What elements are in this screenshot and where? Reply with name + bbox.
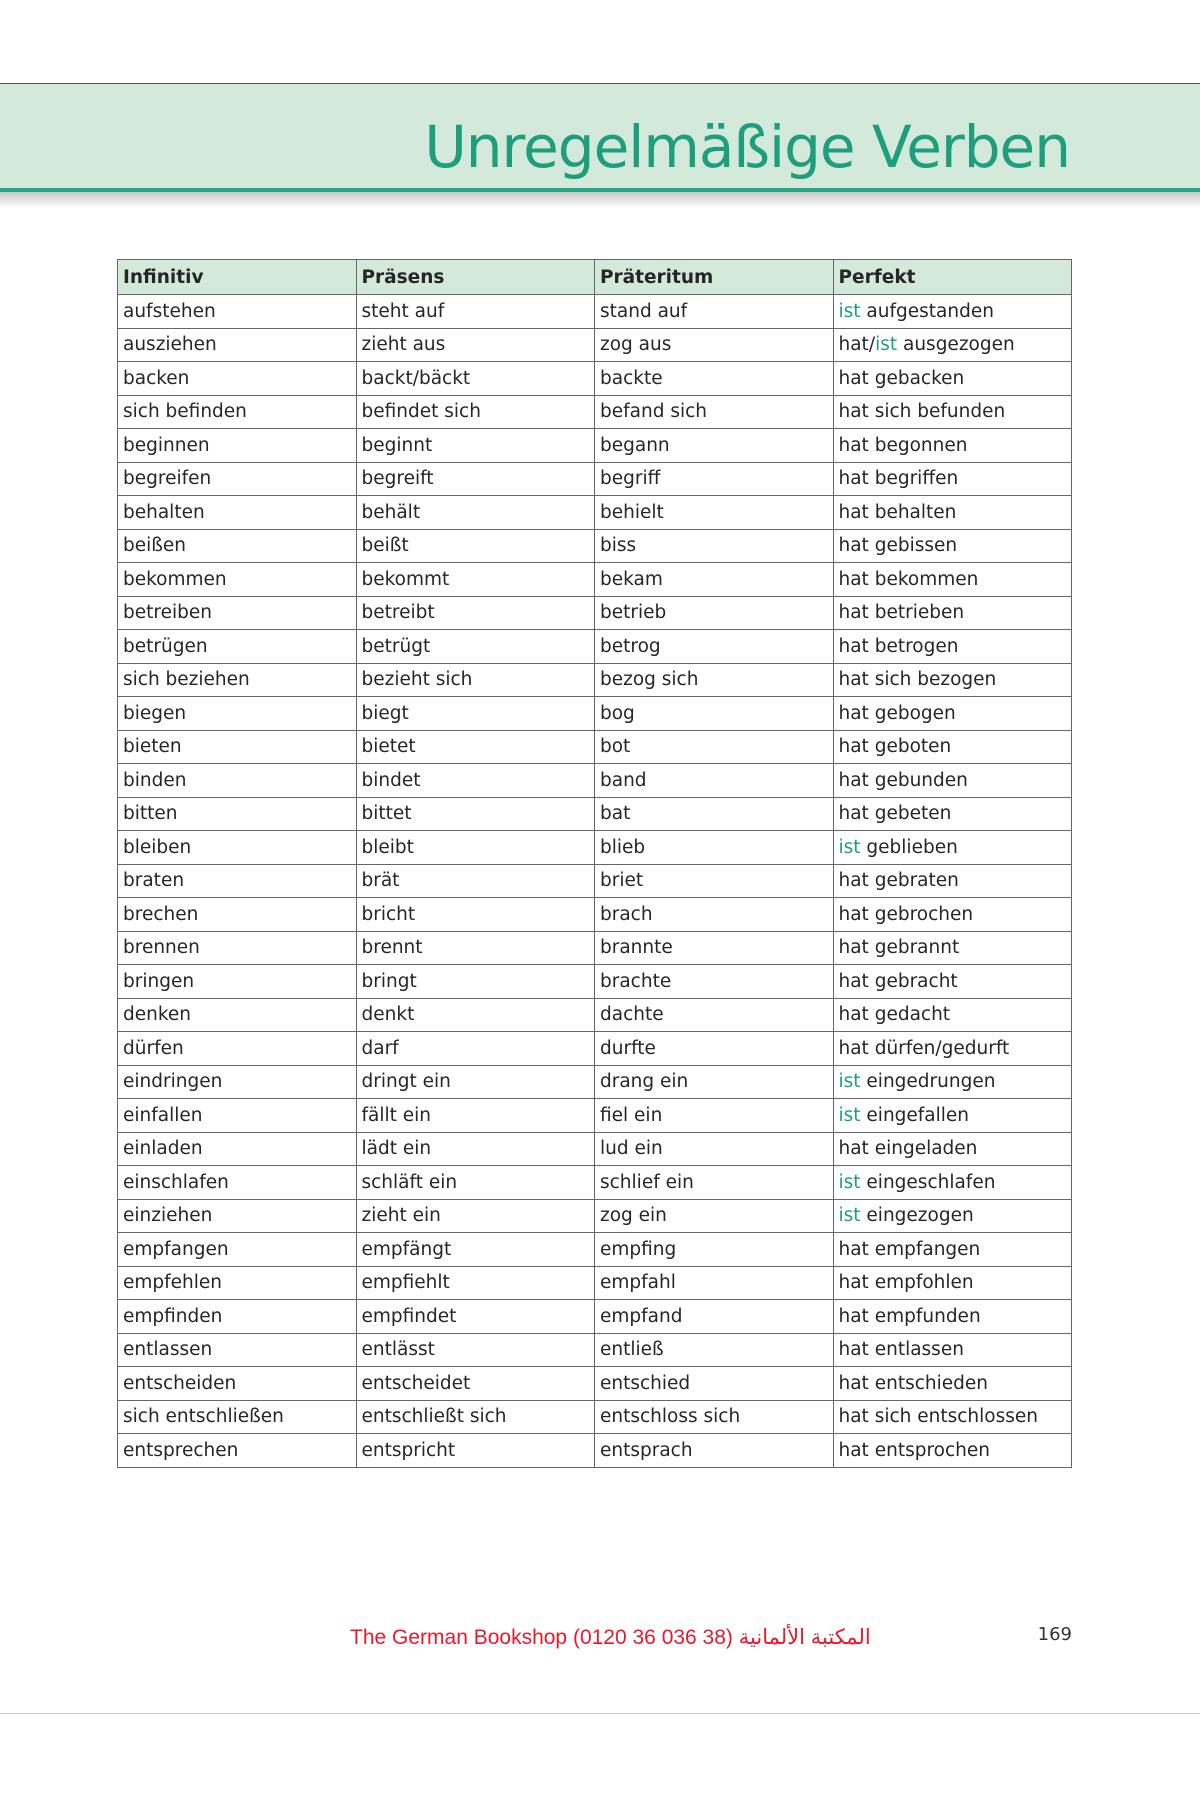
perfekt-auxiliary: hat	[838, 1272, 869, 1294]
bottom-rule	[0, 1713, 1200, 1714]
cell-praesens: denkt	[356, 998, 595, 1032]
cell-praesens: bringt	[356, 965, 595, 999]
cell-perfekt	[833, 462, 1072, 496]
cell-praeteritum: stand auf	[595, 295, 834, 329]
cell-praeteritum: behielt	[595, 496, 834, 530]
table-row	[118, 429, 1072, 463]
table-row	[118, 1132, 1072, 1166]
cell-perfekt	[833, 864, 1072, 898]
cell-praesens: bekommt	[356, 563, 595, 597]
table-row	[118, 1065, 1072, 1099]
cell-praesens: schläft ein	[356, 1166, 595, 1200]
cell-praeteritum: empfahl	[595, 1266, 834, 1300]
cell-praesens: brät	[356, 864, 595, 898]
cell-infinitiv: brennen	[118, 931, 357, 965]
cell-perfekt	[833, 797, 1072, 831]
perfekt-participle: gebacken	[868, 367, 965, 389]
perfekt-auxiliary: hat	[838, 568, 869, 590]
cell-infinitiv: betreiben	[118, 596, 357, 630]
cell-praeteritum: bekam	[595, 563, 834, 597]
cell-praesens: bindet	[356, 764, 595, 798]
perfekt-auxiliary: hat	[838, 401, 869, 423]
perfekt-participle: dürfen/gedurft	[868, 1037, 1010, 1059]
cell-infinitiv: sich beziehen	[118, 663, 357, 697]
perfekt-participle: aufgestanden	[860, 300, 994, 322]
table-row	[118, 1166, 1072, 1200]
cell-perfekt	[833, 529, 1072, 563]
verb-table-body	[118, 295, 1072, 1468]
perfekt-participle: geboten	[868, 736, 952, 758]
cell-praesens: beginnt	[356, 429, 595, 463]
perfekt-participle: eingezogen	[860, 1205, 974, 1227]
perfekt-auxiliary: hat	[838, 1372, 869, 1394]
cell-praeteritum: bog	[595, 697, 834, 731]
perfekt-auxiliary: hat	[838, 635, 869, 657]
cell-praeteritum: biss	[595, 529, 834, 563]
cell-infinitiv: eindringen	[118, 1065, 357, 1099]
cell-praeteritum: entschloss sich	[595, 1400, 834, 1434]
cell-praeteritum: blieb	[595, 831, 834, 865]
cell-praesens: bietet	[356, 730, 595, 764]
cell-praeteritum: drang ein	[595, 1065, 834, 1099]
table-row	[118, 764, 1072, 798]
table-row	[118, 1199, 1072, 1233]
perfekt-auxiliary: hat	[838, 468, 869, 490]
perfekt-participle: entlassen	[868, 1339, 964, 1361]
perfekt-participle: gebeten	[868, 803, 952, 825]
cell-praeteritum: fiel ein	[595, 1099, 834, 1133]
cell-infinitiv: ausziehen	[118, 328, 357, 362]
perfekt-participle: gebrannt	[868, 937, 960, 959]
perfekt-participle: geblieben	[860, 836, 958, 858]
cell-praeteritum: begann	[595, 429, 834, 463]
cell-praeteritum: bat	[595, 797, 834, 831]
cell-infinitiv: biegen	[118, 697, 357, 731]
title-shadow	[0, 192, 1200, 208]
cell-infinitiv: empfehlen	[118, 1266, 357, 1300]
perfekt-participle: bekommen	[868, 568, 979, 590]
page-title: Unregelmäßige Verben	[424, 113, 1070, 181]
table-row	[118, 864, 1072, 898]
cell-infinitiv: begreifen	[118, 462, 357, 496]
table-row	[118, 931, 1072, 965]
perfekt-participle: gebrochen	[868, 903, 974, 925]
table-row	[118, 529, 1072, 563]
perfekt-participle: gebunden	[868, 769, 968, 791]
cell-praesens: entlässt	[356, 1333, 595, 1367]
table-row	[118, 395, 1072, 429]
cell-perfekt	[833, 764, 1072, 798]
cell-infinitiv: betrügen	[118, 630, 357, 664]
perfekt-auxiliary-ist: ist	[838, 836, 861, 858]
cell-praesens: betreibt	[356, 596, 595, 630]
header-row	[118, 260, 1072, 295]
cell-praeteritum: brachte	[595, 965, 834, 999]
perfekt-participle: empfohlen	[868, 1272, 974, 1294]
perfekt-participle: eingefallen	[860, 1104, 970, 1126]
perfekt-participle: eingeschlafen	[860, 1171, 996, 1193]
cell-perfekt	[833, 1099, 1072, 1133]
perfekt-participle: behalten	[868, 501, 957, 523]
perfekt-auxiliary: hat/	[838, 334, 876, 356]
cell-infinitiv: empfinden	[118, 1300, 357, 1334]
table-row	[118, 898, 1072, 932]
perfekt-auxiliary: hat	[838, 1406, 869, 1428]
cell-infinitiv: entscheiden	[118, 1367, 357, 1401]
cell-praesens: betrügt	[356, 630, 595, 664]
cell-perfekt	[833, 831, 1072, 865]
perfekt-participle: sich bezogen	[868, 669, 997, 691]
table-row	[118, 496, 1072, 530]
cell-praesens: empfiehlt	[356, 1266, 595, 1300]
cell-perfekt	[833, 295, 1072, 329]
perfekt-auxiliary: hat	[838, 1339, 869, 1361]
perfekt-auxiliary: hat	[838, 937, 869, 959]
cell-praeteritum: zog aus	[595, 328, 834, 362]
cell-infinitiv: dürfen	[118, 1032, 357, 1066]
table-row	[118, 295, 1072, 329]
perfekt-auxiliary: hat	[838, 501, 869, 523]
table-row	[118, 1434, 1072, 1468]
cell-infinitiv: bieten	[118, 730, 357, 764]
cell-praeteritum: betrog	[595, 630, 834, 664]
cell-perfekt	[833, 1132, 1072, 1166]
cell-praeteritum: zog ein	[595, 1199, 834, 1233]
cell-perfekt	[833, 1333, 1072, 1367]
cell-perfekt	[833, 1166, 1072, 1200]
table-row	[118, 362, 1072, 396]
cell-praesens: bleibt	[356, 831, 595, 865]
cell-infinitiv: backen	[118, 362, 357, 396]
perfekt-auxiliary-ist: ist	[875, 334, 898, 356]
cell-perfekt	[833, 362, 1072, 396]
perfekt-auxiliary: hat	[838, 1037, 869, 1059]
table-row	[118, 462, 1072, 496]
cell-infinitiv: einschlafen	[118, 1166, 357, 1200]
perfekt-auxiliary: hat	[838, 1305, 869, 1327]
table-row	[118, 965, 1072, 999]
header-praeteritum: Präteritum	[595, 260, 834, 295]
perfekt-auxiliary: hat	[838, 903, 869, 925]
perfekt-participle: ausgezogen	[897, 334, 1015, 356]
cell-praesens: steht auf	[356, 295, 595, 329]
cell-perfekt	[833, 1400, 1072, 1434]
cell-infinitiv: behalten	[118, 496, 357, 530]
cell-praesens: empfängt	[356, 1233, 595, 1267]
cell-praeteritum: entließ	[595, 1333, 834, 1367]
cell-praeteritum: backte	[595, 362, 834, 396]
perfekt-auxiliary: hat	[838, 1439, 869, 1461]
table-row	[118, 663, 1072, 697]
perfekt-participle: betrieben	[868, 602, 965, 624]
table-row	[118, 797, 1072, 831]
cell-perfekt	[833, 1199, 1072, 1233]
perfekt-auxiliary: hat	[838, 736, 869, 758]
cell-praesens: lädt ein	[356, 1132, 595, 1166]
cell-perfekt	[833, 429, 1072, 463]
cell-perfekt	[833, 730, 1072, 764]
perfekt-auxiliary: hat	[838, 434, 869, 456]
cell-perfekt	[833, 395, 1072, 429]
perfekt-participle: begonnen	[868, 434, 968, 456]
cell-perfekt	[833, 496, 1072, 530]
cell-infinitiv: empfangen	[118, 1233, 357, 1267]
cell-perfekt	[833, 965, 1072, 999]
perfekt-auxiliary: hat	[838, 702, 869, 724]
perfekt-participle: empfangen	[868, 1238, 981, 1260]
cell-praeteritum: empfing	[595, 1233, 834, 1267]
cell-praeteritum: empfand	[595, 1300, 834, 1334]
perfekt-participle: sich entschlossen	[868, 1406, 1039, 1428]
cell-perfekt	[833, 596, 1072, 630]
perfekt-participle: eingedrungen	[860, 1071, 996, 1093]
cell-perfekt	[833, 697, 1072, 731]
table-row	[118, 730, 1072, 764]
perfekt-participle: entsprochen	[868, 1439, 990, 1461]
perfekt-participle: gebracht	[868, 970, 958, 992]
perfekt-auxiliary: hat	[838, 602, 869, 624]
cell-infinitiv: binden	[118, 764, 357, 798]
cell-infinitiv: bringen	[118, 965, 357, 999]
perfekt-auxiliary: hat	[838, 535, 869, 557]
cell-perfekt	[833, 1032, 1072, 1066]
cell-perfekt	[833, 1233, 1072, 1267]
cell-perfekt	[833, 1300, 1072, 1334]
table-row	[118, 1367, 1072, 1401]
cell-praesens: empfindet	[356, 1300, 595, 1334]
header-praesens: Präsens	[356, 260, 595, 295]
cell-infinitiv: bitten	[118, 797, 357, 831]
perfekt-participle: entschieden	[868, 1372, 988, 1394]
page-number: 169	[1037, 1624, 1072, 1645]
perfekt-auxiliary: hat	[838, 669, 869, 691]
cell-praesens: biegt	[356, 697, 595, 731]
cell-praesens: entscheidet	[356, 1367, 595, 1401]
perfekt-auxiliary: hat	[838, 803, 869, 825]
cell-praesens: entschließt sich	[356, 1400, 595, 1434]
header-infinitiv: Infinitiv	[118, 260, 357, 295]
verb-table-header	[118, 260, 1072, 295]
cell-praeteritum: lud ein	[595, 1132, 834, 1166]
perfekt-auxiliary-ist: ist	[838, 1171, 861, 1193]
cell-infinitiv: entlassen	[118, 1333, 357, 1367]
table-row	[118, 1400, 1072, 1434]
cell-praeteritum: begriff	[595, 462, 834, 496]
cell-praeteritum: dachte	[595, 998, 834, 1032]
perfekt-auxiliary-ist: ist	[838, 1205, 861, 1227]
perfekt-auxiliary: hat	[838, 1004, 869, 1026]
cell-praeteritum: durfte	[595, 1032, 834, 1066]
cell-praeteritum: entschied	[595, 1367, 834, 1401]
cell-perfekt	[833, 328, 1072, 362]
perfekt-auxiliary: hat	[838, 367, 869, 389]
cell-perfekt	[833, 1065, 1072, 1099]
cell-praesens: backt/bäckt	[356, 362, 595, 396]
cell-infinitiv: beißen	[118, 529, 357, 563]
cell-infinitiv: denken	[118, 998, 357, 1032]
cell-praesens: zieht ein	[356, 1199, 595, 1233]
cell-praeteritum: brannte	[595, 931, 834, 965]
cell-infinitiv: beginnen	[118, 429, 357, 463]
cell-praesens: darf	[356, 1032, 595, 1066]
perfekt-auxiliary-ist: ist	[838, 1104, 861, 1126]
perfekt-participle: sich befunden	[868, 401, 1006, 423]
perfekt-participle: eingeladen	[868, 1138, 978, 1160]
cell-praesens: entspricht	[356, 1434, 595, 1468]
perfekt-auxiliary: hat	[838, 970, 869, 992]
table-row	[118, 1233, 1072, 1267]
cell-praesens: dringt ein	[356, 1065, 595, 1099]
cell-perfekt	[833, 630, 1072, 664]
table-row	[118, 697, 1072, 731]
perfekt-participle: betrogen	[868, 635, 959, 657]
perfekt-auxiliary: hat	[838, 870, 869, 892]
perfekt-participle: gebogen	[868, 702, 956, 724]
header-perfekt: Perfekt	[833, 260, 1072, 295]
cell-perfekt	[833, 1367, 1072, 1401]
cell-praesens: bricht	[356, 898, 595, 932]
table-row	[118, 1300, 1072, 1334]
perfekt-participle: empfunden	[868, 1305, 981, 1327]
table-row	[118, 1333, 1072, 1367]
cell-infinitiv: aufstehen	[118, 295, 357, 329]
cell-praeteritum: brach	[595, 898, 834, 932]
cell-infinitiv: entsprechen	[118, 1434, 357, 1468]
cell-perfekt	[833, 1434, 1072, 1468]
cell-praeteritum: bot	[595, 730, 834, 764]
cell-perfekt	[833, 563, 1072, 597]
footer-shop-text: The German Bookshop (0120 36 036 38) المكتبة الألمانية	[350, 1626, 871, 1649]
table-row	[118, 998, 1072, 1032]
cell-praeteritum: schlief ein	[595, 1166, 834, 1200]
cell-infinitiv: bekommen	[118, 563, 357, 597]
cell-praesens: begreift	[356, 462, 595, 496]
cell-perfekt	[833, 898, 1072, 932]
perfekt-auxiliary: hat	[838, 769, 869, 791]
cell-perfekt	[833, 998, 1072, 1032]
cell-praesens: befindet sich	[356, 395, 595, 429]
cell-perfekt	[833, 1266, 1072, 1300]
perfekt-auxiliary-ist: ist	[838, 300, 861, 322]
cell-praesens: bezieht sich	[356, 663, 595, 697]
cell-infinitiv: sich entschließen	[118, 1400, 357, 1434]
cell-infinitiv: braten	[118, 864, 357, 898]
cell-praesens: brennt	[356, 931, 595, 965]
perfekt-auxiliary-ist: ist	[838, 1071, 861, 1093]
cell-infinitiv: bleiben	[118, 831, 357, 865]
cell-praeteritum: befand sich	[595, 395, 834, 429]
cell-praeteritum: entsprach	[595, 1434, 834, 1468]
table-row	[118, 563, 1072, 597]
cell-perfekt	[833, 931, 1072, 965]
table-row	[118, 1266, 1072, 1300]
cell-praesens: behält	[356, 496, 595, 530]
cell-infinitiv: einfallen	[118, 1099, 357, 1133]
cell-infinitiv: einziehen	[118, 1199, 357, 1233]
cell-infinitiv: einladen	[118, 1132, 357, 1166]
perfekt-participle: begriffen	[868, 468, 959, 490]
perfekt-auxiliary: hat	[838, 1138, 869, 1160]
table-row	[118, 1099, 1072, 1133]
cell-praesens: bittet	[356, 797, 595, 831]
cell-perfekt	[833, 663, 1072, 697]
perfekt-auxiliary: hat	[838, 1238, 869, 1260]
cell-infinitiv: sich befinden	[118, 395, 357, 429]
cell-praeteritum: bezog sich	[595, 663, 834, 697]
table-row	[118, 831, 1072, 865]
table-row	[118, 328, 1072, 362]
perfekt-participle: gebraten	[868, 870, 959, 892]
verb-table	[117, 259, 1072, 1468]
cell-praeteritum: band	[595, 764, 834, 798]
table-row	[118, 1032, 1072, 1066]
perfekt-participle: gedacht	[868, 1004, 951, 1026]
table-row	[118, 596, 1072, 630]
cell-infinitiv: brechen	[118, 898, 357, 932]
cell-praeteritum: briet	[595, 864, 834, 898]
cell-praesens: zieht aus	[356, 328, 595, 362]
cell-praesens: fällt ein	[356, 1099, 595, 1133]
cell-praesens: beißt	[356, 529, 595, 563]
cell-praeteritum: betrieb	[595, 596, 834, 630]
table-row	[118, 630, 1072, 664]
perfekt-participle: gebissen	[868, 535, 958, 557]
